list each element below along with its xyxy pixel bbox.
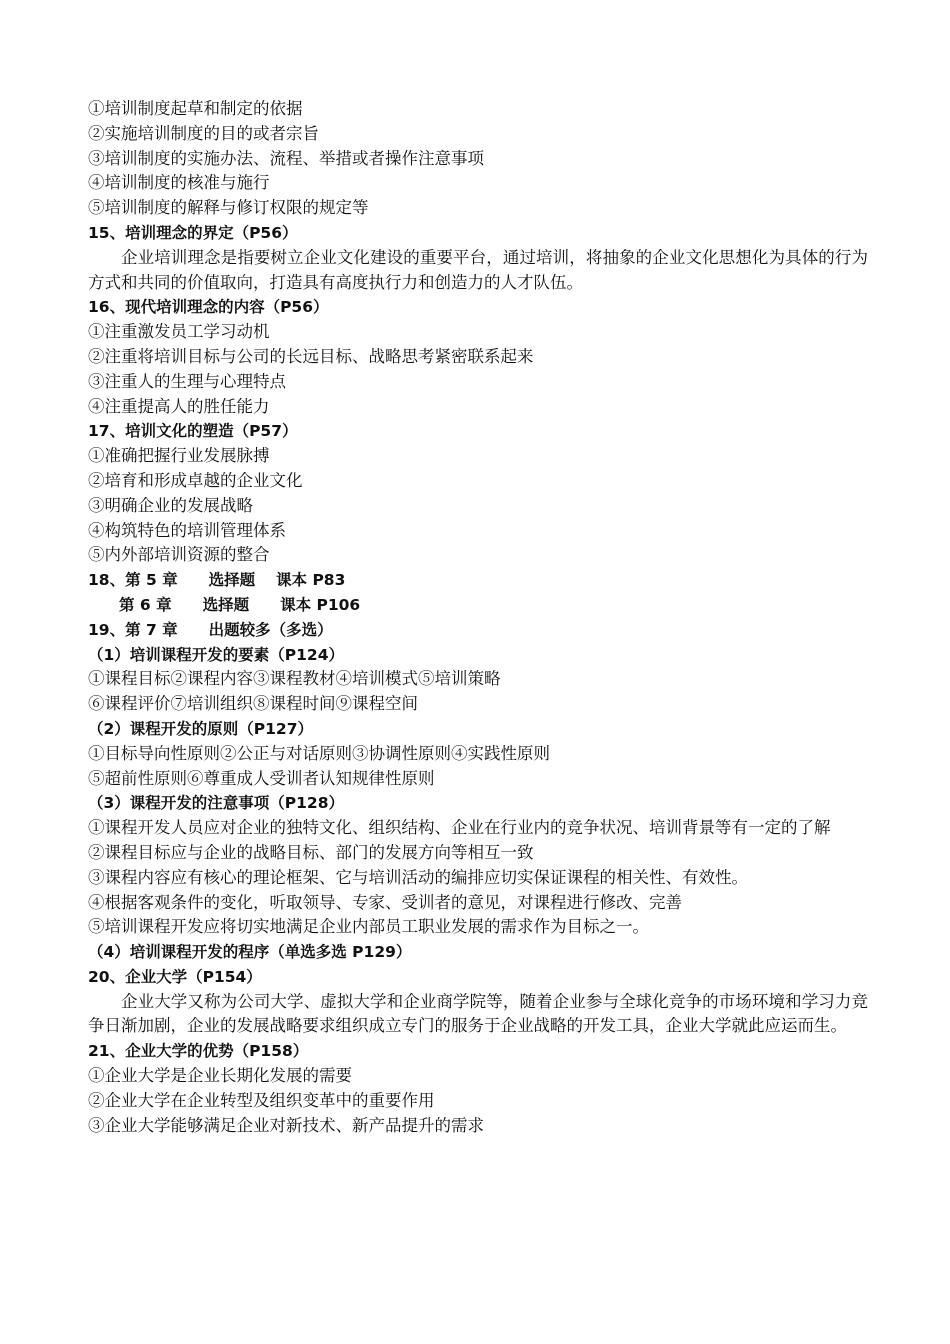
list-item: ④注重提高人的胜任能力 xyxy=(88,396,270,416)
list-item: ⑤培训制度的解释与修订权限的规定等 xyxy=(88,198,369,218)
list-item: ①目标导向性原则②公正与对话原则③协调性原则④实践性原则 xyxy=(88,743,550,763)
list-item: ②实施培训制度的目的或者宗旨 xyxy=(88,123,319,143)
list-item: ①课程目标②课程内容③课程教材④培训模式⑤培训策略 xyxy=(88,669,501,689)
list-item: ①企业大学是企业长期化发展的需要 xyxy=(88,1066,352,1086)
paragraph: 企业大学又称为公司大学、虚拟大学和企业商学院等，随着企业参与全球化竞争的市场环境和学习力竞争日渐加剧，企业的发展战略要求组织成立专门的服务于企业战略的开发工具，企业大学就此应运而生。 xyxy=(88,991,868,1036)
section-heading: 16、现代培训理念的内容（P56） xyxy=(88,298,329,317)
subsection-heading: （4）培训课程开发的程序（单选多选 P129） xyxy=(88,943,412,962)
section-heading: 18、第 5 章 选择题 课本 P83 xyxy=(88,571,346,590)
list-item: ②注重将培训目标与公司的长远目标、战略思考紧密联系起来 xyxy=(88,346,534,366)
section-heading: 第 6 章 选择题 课本 P106 xyxy=(88,595,361,614)
section-heading: 20、企业大学（P154） xyxy=(88,967,262,986)
document-body xyxy=(88,97,868,1138)
list-item: ③注重人的生理与心理特点 xyxy=(88,371,286,391)
list-item: ①课程开发人员应对企业的独特文化、组织结构、企业在行业内的竞争状况、培训背景等有一定的了解 xyxy=(88,818,831,838)
list-item: ⑥课程评价⑦培训组织⑧课程时间⑨课程空间 xyxy=(88,694,418,714)
list-item: ⑤超前性原则⑥尊重成人受训者认知规律性原则 xyxy=(88,768,435,788)
list-item: ②培育和形成卓越的企业文化 xyxy=(88,470,303,490)
subsection-heading: （3）课程开发的注意事项（P128） xyxy=(88,794,345,813)
paragraph: 企业培训理念是指要树立企业文化建设的重要平台，通过培训，将抽象的企业文化思想化为具体的行为方式和共同的价值取向，打造具有高度执行力和创造力的人才队伍。 xyxy=(88,247,868,292)
list-item: ④构筑特色的培训管理体系 xyxy=(88,520,286,540)
subsection-heading: （1）培训课程开发的要素（P124） xyxy=(88,645,345,664)
list-item: ①培训制度起草和制定的依据 xyxy=(88,99,303,118)
list-item: ②课程目标应与企业的战略目标、部门的发展方向等相互一致 xyxy=(88,842,534,862)
section-heading: 19、第 7 章 出题较多（多选） xyxy=(88,620,333,639)
subsection-heading: （2）课程开发的原则（P127） xyxy=(88,719,314,738)
list-item: ③课程内容应有核心的理论框架、它与培训活动的编排应切实保证课程的相关性、有效性。 xyxy=(88,867,748,887)
list-item: ⑤培训课程开发应将切实地满足企业内部员工职业发展的需求作为目标之一。 xyxy=(88,917,649,937)
list-item: ④根据客观条件的变化，听取领导、专家、受训者的意见，对课程进行修改、完善 xyxy=(88,892,682,912)
list-item: ②企业大学在企业转型及组织变革中的重要作用 xyxy=(88,1090,435,1110)
list-item: ①注重激发员工学习动机 xyxy=(88,322,270,342)
list-item: ④培训制度的核准与施行 xyxy=(88,173,270,193)
list-item: ③培训制度的实施办法、流程、举措或者操作注意事项 xyxy=(88,148,484,168)
section-heading: 21、企业大学的优势（P158） xyxy=(88,1042,309,1061)
list-item: ⑤内外部培训资源的整合 xyxy=(88,545,270,565)
section-heading: 15、培训理念的界定（P56） xyxy=(88,223,298,242)
list-item: ③明确企业的发展战略 xyxy=(88,495,253,515)
list-item: ③企业大学能够满足企业对新技术、新产品提升的需求 xyxy=(88,1115,484,1135)
list-item: ①准确把握行业发展脉搏 xyxy=(88,446,270,466)
section-heading: 17、培训文化的塑造（P57） xyxy=(88,422,298,441)
